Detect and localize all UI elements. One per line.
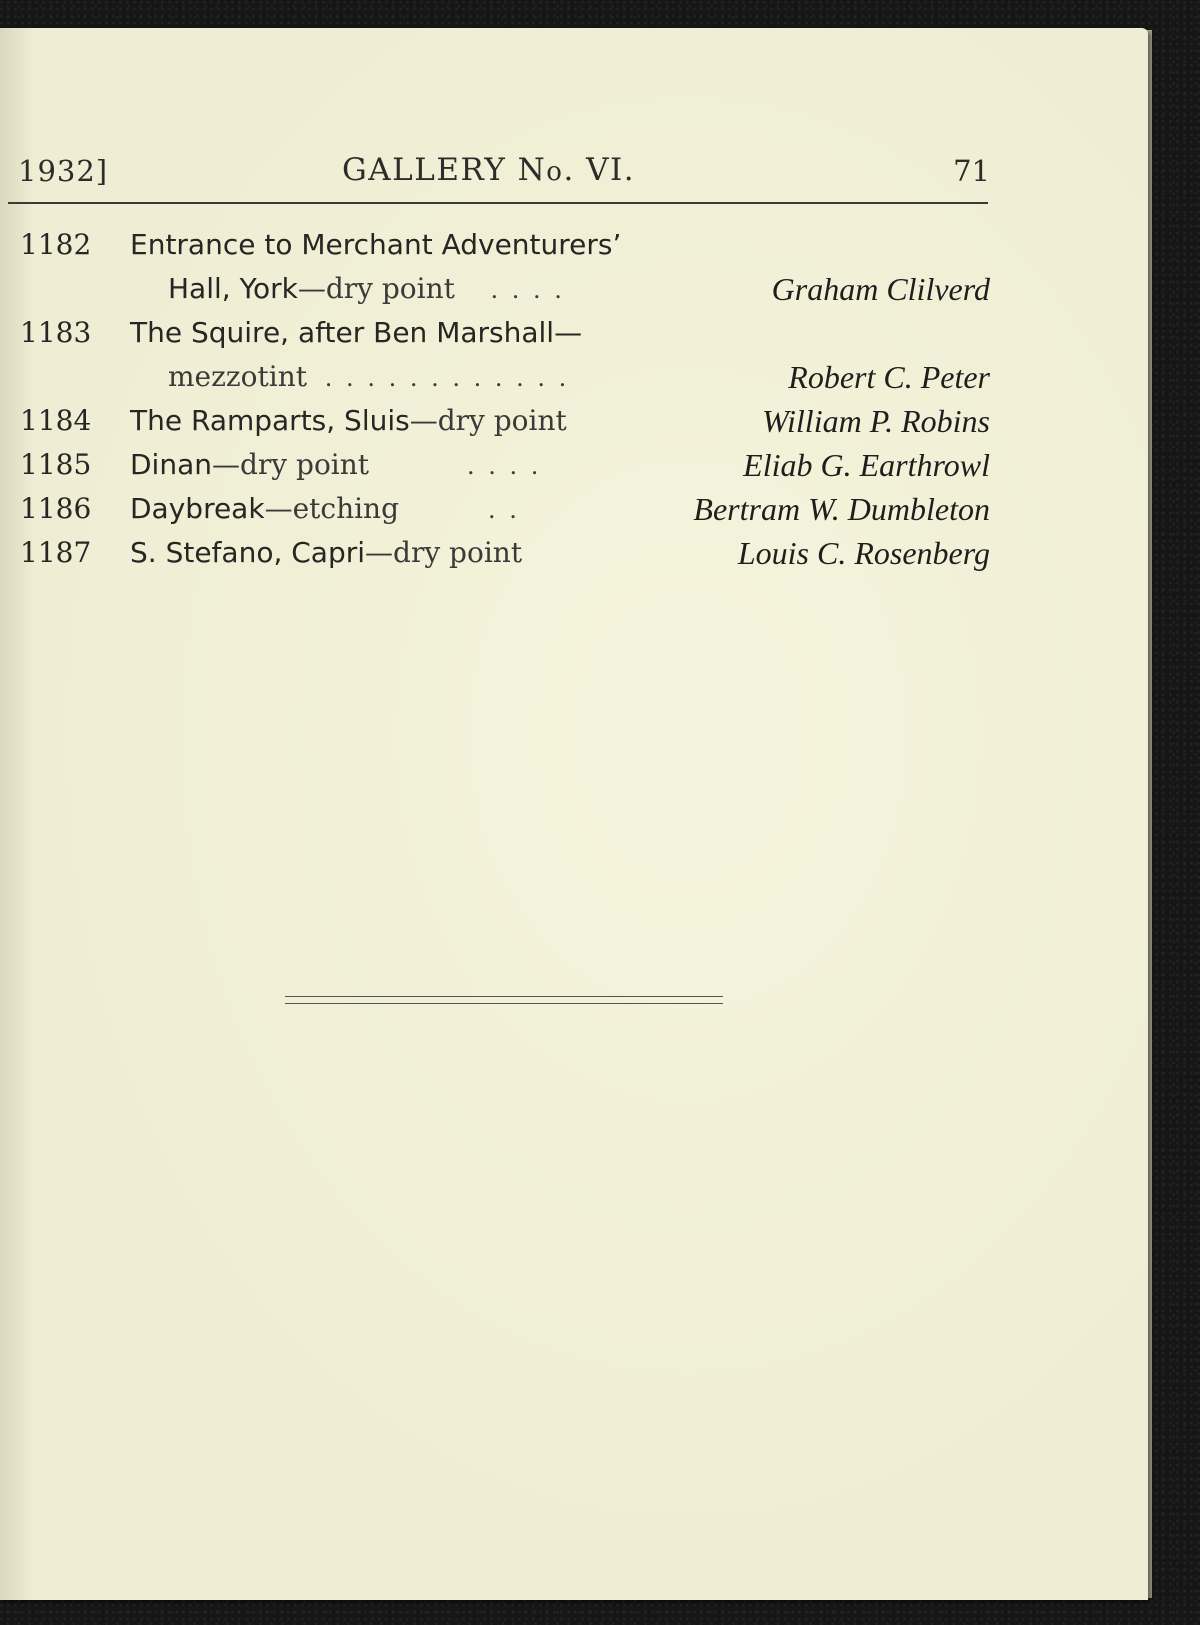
entry-artist: Eliab G. Earthrowl (743, 447, 990, 483)
entry-medium: —dry point (409, 404, 567, 437)
entry-line (0, 487, 990, 531)
header-title (342, 152, 635, 188)
entry-title-part: Dinan (130, 448, 212, 481)
entry-medium: —dry point (212, 448, 370, 481)
entry-number: 1186 (20, 492, 92, 525)
catalogue-entry (0, 223, 990, 311)
entry-line (0, 267, 990, 311)
entry-number: 1183 (20, 316, 92, 349)
entry-number: 1182 (20, 228, 92, 261)
running-header (0, 124, 990, 188)
catalogue-entry (0, 487, 990, 531)
section-end-rule (285, 996, 723, 1004)
entry-title-continued (168, 355, 569, 400)
catalogue-entry (0, 443, 990, 487)
header-rule (8, 202, 988, 204)
entry-artist: Bertram W. Dumbleton (693, 491, 990, 527)
entry-title-part: The Ramparts, Sluis (130, 404, 410, 437)
catalogue-entry (0, 311, 990, 399)
entry-title (130, 399, 567, 443)
entry-line (0, 399, 990, 443)
entry-list (0, 223, 990, 575)
header-title-small: o (546, 157, 564, 187)
entry-number: 1184 (20, 404, 92, 437)
entry-title-part: Daybreak (130, 492, 265, 525)
entry-medium: mezzotint (168, 360, 307, 393)
header-title-main: GALLERY N (342, 152, 547, 188)
entry-line (0, 531, 990, 575)
catalogue-entry (0, 531, 990, 575)
entry-title-part: Hall, York (168, 272, 298, 305)
catalogue-entry (0, 399, 990, 443)
page-number: 71 (953, 154, 990, 188)
entry-title: Entrance to Merchant Adventurers’ (130, 228, 622, 261)
header-year: 1932] (18, 154, 109, 188)
entry-line (0, 443, 990, 487)
dot-leaders: . . . . (490, 276, 565, 304)
entry-line (0, 311, 990, 355)
entry-artist: Louis C. Rosenberg (737, 535, 990, 571)
entry-artist: William P. Robins (762, 403, 990, 439)
entry-medium: —dry point (297, 272, 455, 305)
entry-title (130, 443, 541, 488)
dot-leaders: . . (488, 496, 520, 524)
entry-title-continued (168, 267, 565, 312)
entry-number: 1185 (20, 448, 92, 481)
entry-title (130, 487, 520, 532)
entry-title-part: S. Stefano, Capri (130, 536, 366, 569)
header-title-end: . VI. (563, 152, 636, 188)
catalogue-page (0, 28, 1148, 1600)
dot-leaders: . . . . . . . . . . . . (324, 364, 570, 392)
entry-title (130, 531, 522, 575)
entry-title: The Squire, after Ben Marshall— (130, 316, 583, 349)
entry-line (0, 223, 990, 267)
entry-number: 1187 (20, 536, 92, 569)
entry-artist: Graham Clilverd (771, 271, 990, 307)
dot-leaders: . . . . (466, 452, 542, 480)
entry-medium: —dry point (365, 536, 523, 569)
entry-line (0, 355, 990, 399)
entry-medium: —etching (264, 492, 400, 525)
entry-artist: Robert C. Peter (788, 359, 990, 395)
